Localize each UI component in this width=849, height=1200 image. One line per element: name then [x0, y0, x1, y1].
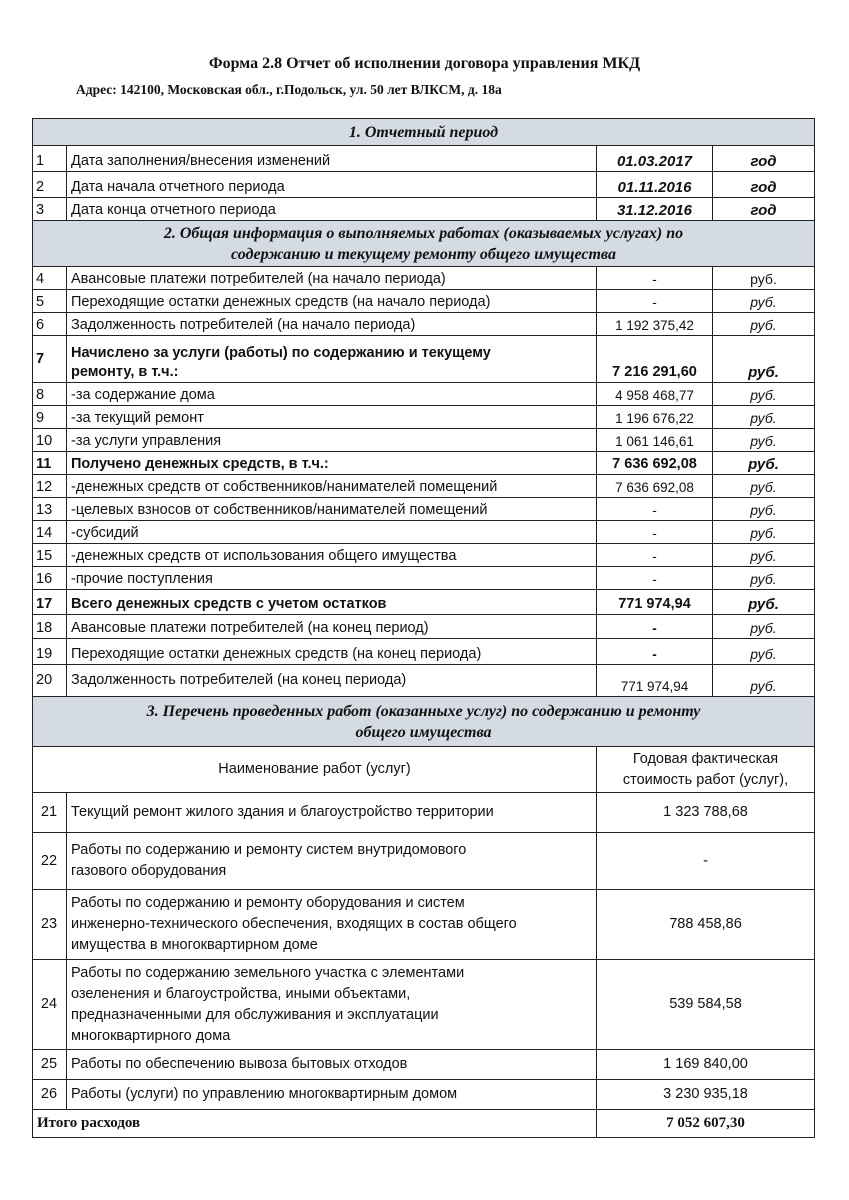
row-label-line: имущества в многоквартирном доме: [71, 937, 318, 953]
row-number: 8: [33, 383, 67, 406]
row-number: 24: [33, 960, 67, 1050]
row-number: 1: [33, 146, 67, 172]
row-label: Задолженность потребителей (на конец периода): [67, 665, 597, 697]
row-value: -: [597, 833, 815, 890]
section-header: [33, 119, 815, 146]
row-label-line: Работы (услуги) по управлению многоквартирным домом: [71, 1086, 458, 1102]
address: Адрес: 142100, Московская обл., г.Подольск, ул. 50 лет ВЛКСМ, д. 18а: [76, 82, 502, 97]
row-value: -: [597, 498, 713, 521]
row-unit: руб.: [713, 383, 815, 406]
row-value: 1 192 375,42: [597, 313, 713, 336]
row-value: -: [597, 521, 713, 544]
row-label-line: Работы по содержанию земельного участка с элементами: [71, 964, 465, 981]
table-row: [33, 544, 815, 567]
row-label: -денежных средств от собственников/нанимателей помещений: [67, 475, 597, 498]
row-value: 788 458,86: [597, 890, 815, 960]
work-row: [33, 960, 815, 1050]
row-label: Всего денежных средств с учетом остатков: [67, 590, 597, 615]
row-number: 19: [33, 639, 67, 665]
column-header-value-line: Годовая фактическая: [632, 750, 779, 767]
row-unit: руб.: [713, 406, 815, 429]
table-row: [33, 383, 815, 406]
row-number: 18: [33, 615, 67, 639]
table-row: [33, 639, 815, 665]
row-label: -субсидий: [67, 521, 597, 544]
row-value: 7 216 291,60: [597, 336, 713, 383]
row-label-line: инженерно-технического обеспечения, входящих в состав общего: [71, 916, 517, 932]
row-label: Авансовые платежи потребителей (на конец период): [67, 615, 597, 639]
total-value: 7 052 607,30: [597, 1110, 815, 1138]
row-number: 22: [33, 833, 67, 890]
total-row: [33, 1110, 815, 1138]
row-value: 1 323 788,68: [597, 793, 815, 833]
row-label: -за услуги управления: [67, 429, 597, 452]
row-unit: руб.: [713, 336, 815, 383]
row-label: Получено денежных средств, в т.ч.:: [67, 452, 597, 475]
column-header-name: Наименование работ (услуг): [33, 747, 597, 793]
row-number: 13: [33, 498, 67, 521]
row-number: 20: [33, 665, 67, 697]
row-label: -денежных средств от использования общего имущества: [67, 544, 597, 567]
row-value: -: [597, 544, 713, 567]
table-row: [33, 665, 815, 697]
total-label: Итого расходов: [33, 1110, 597, 1138]
row-unit: руб.: [713, 590, 815, 615]
row-number: 7: [33, 336, 67, 383]
table-row: [33, 146, 815, 172]
row-value: -: [597, 290, 713, 313]
row-number: 9: [33, 406, 67, 429]
report-table: [32, 118, 815, 1138]
row-label: -за содержание дома: [67, 383, 597, 406]
row-label-line: многоквартирного дома: [71, 1027, 231, 1044]
row-label: Переходящие остатки денежных средств (на конец периода): [67, 639, 597, 665]
row-unit: руб.: [713, 475, 815, 498]
row-unit: руб.: [713, 665, 815, 697]
row-unit: год: [713, 146, 815, 172]
row-label-line: озеленения и благоустройства, иными объектами,: [71, 985, 411, 1002]
row-number: 26: [33, 1080, 67, 1110]
row-unit: руб.: [713, 313, 815, 336]
row-label-line: Работы по содержанию и ремонту систем внутридомового: [71, 842, 467, 858]
row-number: 4: [33, 267, 67, 290]
row-number: 3: [33, 198, 67, 221]
row-label: Переходящие остатки денежных средств (на начало периода): [67, 290, 597, 313]
row-label: Задолженность потребителей (на начало периода): [67, 313, 597, 336]
row-unit: руб.: [713, 544, 815, 567]
row-unit: руб.: [713, 567, 815, 590]
row-label-line: Работы по содержанию и ремонту оборудования и систем: [71, 895, 465, 911]
table-row: [33, 567, 815, 590]
table-row: [33, 267, 815, 290]
row-number: 11: [33, 452, 67, 475]
row-value: 771 974,94: [597, 590, 713, 615]
row-value: 1 061 146,61: [597, 429, 713, 452]
row-label: Авансовые платежи потребителей (на начало периода): [67, 267, 597, 290]
row-value: 31.12.2016: [597, 198, 713, 221]
row-number: 16: [33, 567, 67, 590]
row-value: -: [597, 615, 713, 639]
column-header-value-line: стоимость работ (услуг),: [622, 771, 789, 788]
column-header-row: [33, 747, 815, 793]
row-label-line: Начислено за услуги (работы) по содержанию и текущему: [71, 345, 491, 361]
table-row: [33, 172, 815, 198]
work-row: [33, 890, 815, 960]
row-label-line: ремонту, в т.ч.:: [71, 364, 179, 380]
work-row: [33, 793, 815, 833]
table-row: [33, 475, 815, 498]
row-label: Дата заполнения/внесения изменений: [67, 146, 597, 172]
table-row: [33, 615, 815, 639]
row-number: 14: [33, 521, 67, 544]
row-label: Дата начала отчетного периода: [67, 172, 597, 198]
row-number: 5: [33, 290, 67, 313]
row-unit: руб.: [713, 290, 815, 313]
row-unit: руб.: [713, 615, 815, 639]
table-row: [33, 313, 815, 336]
row-number: 15: [33, 544, 67, 567]
row-value: -: [597, 267, 713, 290]
row-unit: руб.: [713, 639, 815, 665]
row-unit: руб.: [713, 452, 815, 475]
work-row: [33, 833, 815, 890]
table-row: [33, 336, 815, 383]
section-header: [33, 221, 815, 267]
form-title: Форма 2.8 Отчет об исполнении договора управления МКД: [208, 55, 641, 72]
table-row: [33, 452, 815, 475]
section-title-line: общего имущества: [355, 723, 492, 741]
row-label: -целевых взносов от собственников/нанимателей помещений: [67, 498, 597, 521]
row-value: 539 584,58: [597, 960, 815, 1050]
row-value: 3 230 935,18: [597, 1080, 815, 1110]
row-label-line: Работы по обеспечению вывоза бытовых отходов: [71, 1056, 408, 1072]
row-value: 1 169 840,00: [597, 1050, 815, 1080]
table-row: [33, 590, 815, 615]
row-label-line: предназначенными для обслуживания и эксплуатации: [71, 1006, 439, 1023]
row-label-line: газового оборудования: [71, 863, 227, 879]
row-value: 1 196 676,22: [597, 406, 713, 429]
row-number: 17: [33, 590, 67, 615]
row-number: 6: [33, 313, 67, 336]
row-unit: руб.: [713, 521, 815, 544]
section-header: [33, 697, 815, 747]
row-number: 12: [33, 475, 67, 498]
row-unit: руб.: [713, 498, 815, 521]
row-number: 10: [33, 429, 67, 452]
row-value: 7 636 692,08: [597, 452, 713, 475]
row-value: 4 958 468,77: [597, 383, 713, 406]
row-number: 21: [33, 793, 67, 833]
work-row: [33, 1080, 815, 1110]
row-value: 7 636 692,08: [597, 475, 713, 498]
row-value: 01.03.2017: [597, 146, 713, 172]
section-title-line: 3. Перечень проведенных работ (оказанныхе услуг) по содержанию и ремонту: [146, 702, 701, 720]
row-label: -за текущий ремонт: [67, 406, 597, 429]
row-value: -: [597, 639, 713, 665]
row-label: Дата конца отчетного периода: [67, 198, 597, 221]
row-unit: год: [713, 198, 815, 221]
row-value: -: [597, 567, 713, 590]
table-row: [33, 406, 815, 429]
section-title: 1. Отчетный период: [33, 119, 815, 146]
table-row: [33, 521, 815, 544]
table-row: [33, 198, 815, 221]
row-number: 23: [33, 890, 67, 960]
table-row: [33, 429, 815, 452]
row-value: 771 974,94: [597, 665, 713, 697]
row-number: 25: [33, 1050, 67, 1080]
table-row: [33, 290, 815, 313]
row-unit: год: [713, 172, 815, 198]
section-title-line: 2. Общая информация о выполняемых работах (оказываемых услугах) по: [163, 224, 684, 242]
row-unit: руб.: [713, 429, 815, 452]
work-row: [33, 1050, 815, 1080]
row-value: 01.11.2016: [597, 172, 713, 198]
section-title-line: содержанию и текущему ремонту общего имущества: [231, 245, 616, 263]
table-row: [33, 498, 815, 521]
row-label: -прочие поступления: [67, 567, 597, 590]
row-label-line: Текущий ремонт жилого здания и благоустройство территории: [71, 804, 494, 820]
row-number: 2: [33, 172, 67, 198]
row-unit: руб.: [713, 267, 815, 290]
